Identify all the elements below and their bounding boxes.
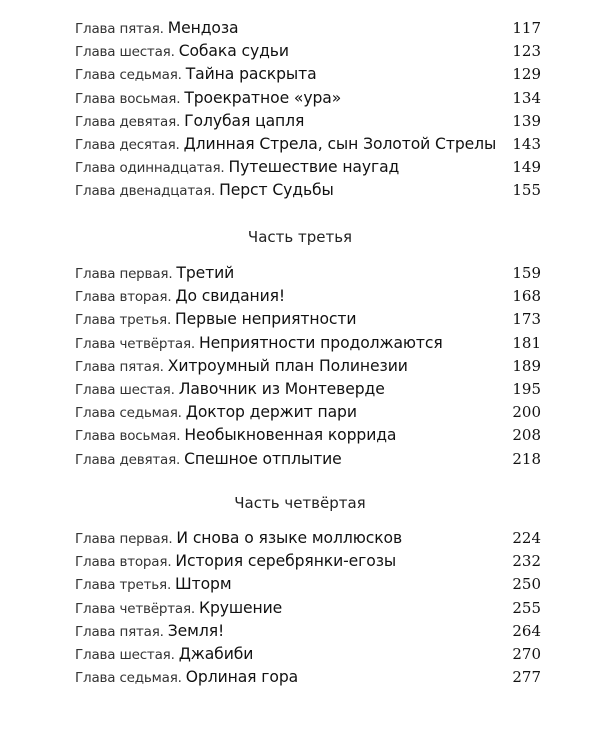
- page-number: 189: [512, 356, 541, 375]
- page-number: 181: [512, 333, 541, 352]
- toc-row[interactable]: [75, 87, 541, 110]
- chapter-title: Шторм: [175, 575, 232, 594]
- part-four-heading: Часть четвёртая: [234, 494, 366, 512]
- chapter-title: Доктор держит пари: [185, 403, 357, 422]
- toc-group-part-four: [75, 527, 541, 689]
- toc-row[interactable]: [75, 179, 541, 202]
- page-number: 200: [512, 403, 541, 422]
- chapter-number: Глава девятая .: [75, 449, 180, 472]
- toc-row[interactable]: [75, 527, 541, 550]
- chapter-title: Неприятности продолжаются: [198, 333, 443, 352]
- toc-row[interactable]: [75, 550, 541, 573]
- chapter-title: Перст Судьбы: [219, 181, 334, 200]
- chapter-title: Земля!: [167, 621, 225, 640]
- page-number: 224: [512, 529, 541, 547]
- chapter-number: Глава вторая .: [75, 286, 171, 309]
- toc-row[interactable]: [75, 332, 541, 355]
- page-number: 208: [512, 426, 541, 445]
- chapter-number: Глава первая .: [75, 263, 172, 286]
- chapter-number: Глава одиннадцатая .: [75, 157, 225, 180]
- chapter-title: Хитроумный план Полинезии: [167, 356, 408, 375]
- page-number: 168: [512, 287, 541, 306]
- page-number: 117: [512, 19, 541, 37]
- page-number: 155: [512, 181, 541, 200]
- page-number: 134: [512, 88, 541, 107]
- toc-row[interactable]: [75, 110, 541, 133]
- toc-group-part-three: [75, 262, 541, 471]
- toc-row[interactable]: [75, 133, 541, 156]
- page-number: 270: [512, 644, 541, 663]
- chapter-title: Спешное отплытие: [184, 449, 342, 468]
- chapter-title: Собака судьи: [178, 42, 289, 61]
- toc-row[interactable]: [75, 666, 541, 689]
- chapter-number: Глава первая .: [75, 528, 172, 551]
- page-number: 149: [512, 158, 541, 177]
- chapter-number: Глава восьмая .: [75, 425, 180, 448]
- chapter-title: История серебрянки-егозы: [175, 552, 397, 571]
- page-number: 264: [512, 621, 541, 640]
- chapter-number: Глава седьмая .: [75, 64, 182, 87]
- chapter-number: Глава десятая .: [75, 134, 180, 157]
- toc-row[interactable]: [75, 620, 541, 643]
- page-number: 129: [512, 65, 541, 84]
- chapter-number: Глава шестая .: [75, 41, 175, 64]
- page-number: 195: [512, 379, 541, 398]
- chapter-number: Глава вторая .: [75, 551, 171, 574]
- chapter-number: Глава пятая .: [75, 18, 164, 41]
- chapter-number: Глава четвёртая .: [75, 333, 195, 356]
- chapter-title: Тайна раскрыта: [185, 65, 317, 84]
- chapter-number: Глава третья .: [75, 309, 171, 332]
- part-three-heading: Часть третья: [247, 228, 353, 246]
- page-number: 173: [512, 310, 541, 329]
- chapter-number: Глава третья .: [75, 574, 171, 597]
- chapter-number: Глава шестая .: [75, 644, 175, 667]
- chapter-number: Глава восьмая .: [75, 88, 180, 111]
- chapter-number: Глава двенадцатая .: [75, 180, 215, 203]
- page-number: 139: [512, 111, 541, 130]
- toc-row[interactable]: [75, 17, 541, 40]
- chapter-title: Длинная Стрела, сын Золотой Стрелы: [183, 134, 497, 153]
- chapter-number: Глава шестая .: [75, 379, 175, 402]
- page-number: 232: [512, 552, 541, 571]
- toc-group-part-two: [75, 17, 541, 203]
- toc-row[interactable]: [75, 355, 541, 378]
- page-number: 250: [512, 575, 541, 594]
- page-number: 123: [512, 42, 541, 61]
- chapter-title: Путешествие наугад: [228, 158, 400, 177]
- chapter-title: До свидания!: [175, 287, 286, 306]
- chapter-title: Необыкновенная коррида: [184, 426, 397, 445]
- chapter-title: Орлиная гора: [185, 668, 299, 687]
- toc-row[interactable]: [75, 156, 541, 179]
- toc-row[interactable]: [75, 448, 541, 471]
- toc-row[interactable]: [75, 63, 541, 86]
- page-number: 143: [512, 134, 541, 153]
- toc-row[interactable]: [75, 573, 541, 596]
- chapter-title: Третий: [176, 264, 235, 282]
- page-number: 159: [512, 264, 541, 282]
- toc-row[interactable]: [75, 262, 541, 285]
- toc-row[interactable]: [75, 285, 541, 308]
- chapter-title: Троекратное «ура»: [184, 88, 342, 107]
- toc-row[interactable]: [75, 643, 541, 666]
- chapter-title: Первые неприятности: [175, 310, 357, 329]
- chapter-title: Мендоза: [167, 19, 239, 37]
- chapter-title: Голубая цапля: [184, 111, 305, 130]
- chapter-title: Крушение: [198, 598, 283, 617]
- page-number: 255: [512, 598, 541, 617]
- chapter-number: Глава пятая .: [75, 356, 164, 379]
- toc-row[interactable]: [75, 597, 541, 620]
- chapter-title: Лавочник из Монтеверде: [178, 379, 385, 398]
- toc-row[interactable]: [75, 401, 541, 424]
- toc-row[interactable]: [75, 40, 541, 63]
- toc-row[interactable]: [75, 308, 541, 331]
- chapter-number: Глава пятая .: [75, 621, 164, 644]
- chapter-title: И снова о языке моллюсков: [176, 529, 403, 547]
- toc-row[interactable]: [75, 424, 541, 447]
- chapter-number: Глава четвёртая .: [75, 598, 195, 621]
- chapter-title: Джабиби: [178, 644, 254, 663]
- page-number: 218: [512, 449, 541, 468]
- chapter-number: Глава девятая .: [75, 111, 180, 134]
- chapter-number: Глава седьмая .: [75, 667, 182, 690]
- toc-row[interactable]: [75, 378, 541, 401]
- chapter-number: Глава седьмая .: [75, 402, 182, 425]
- page-number: 277: [512, 668, 541, 687]
